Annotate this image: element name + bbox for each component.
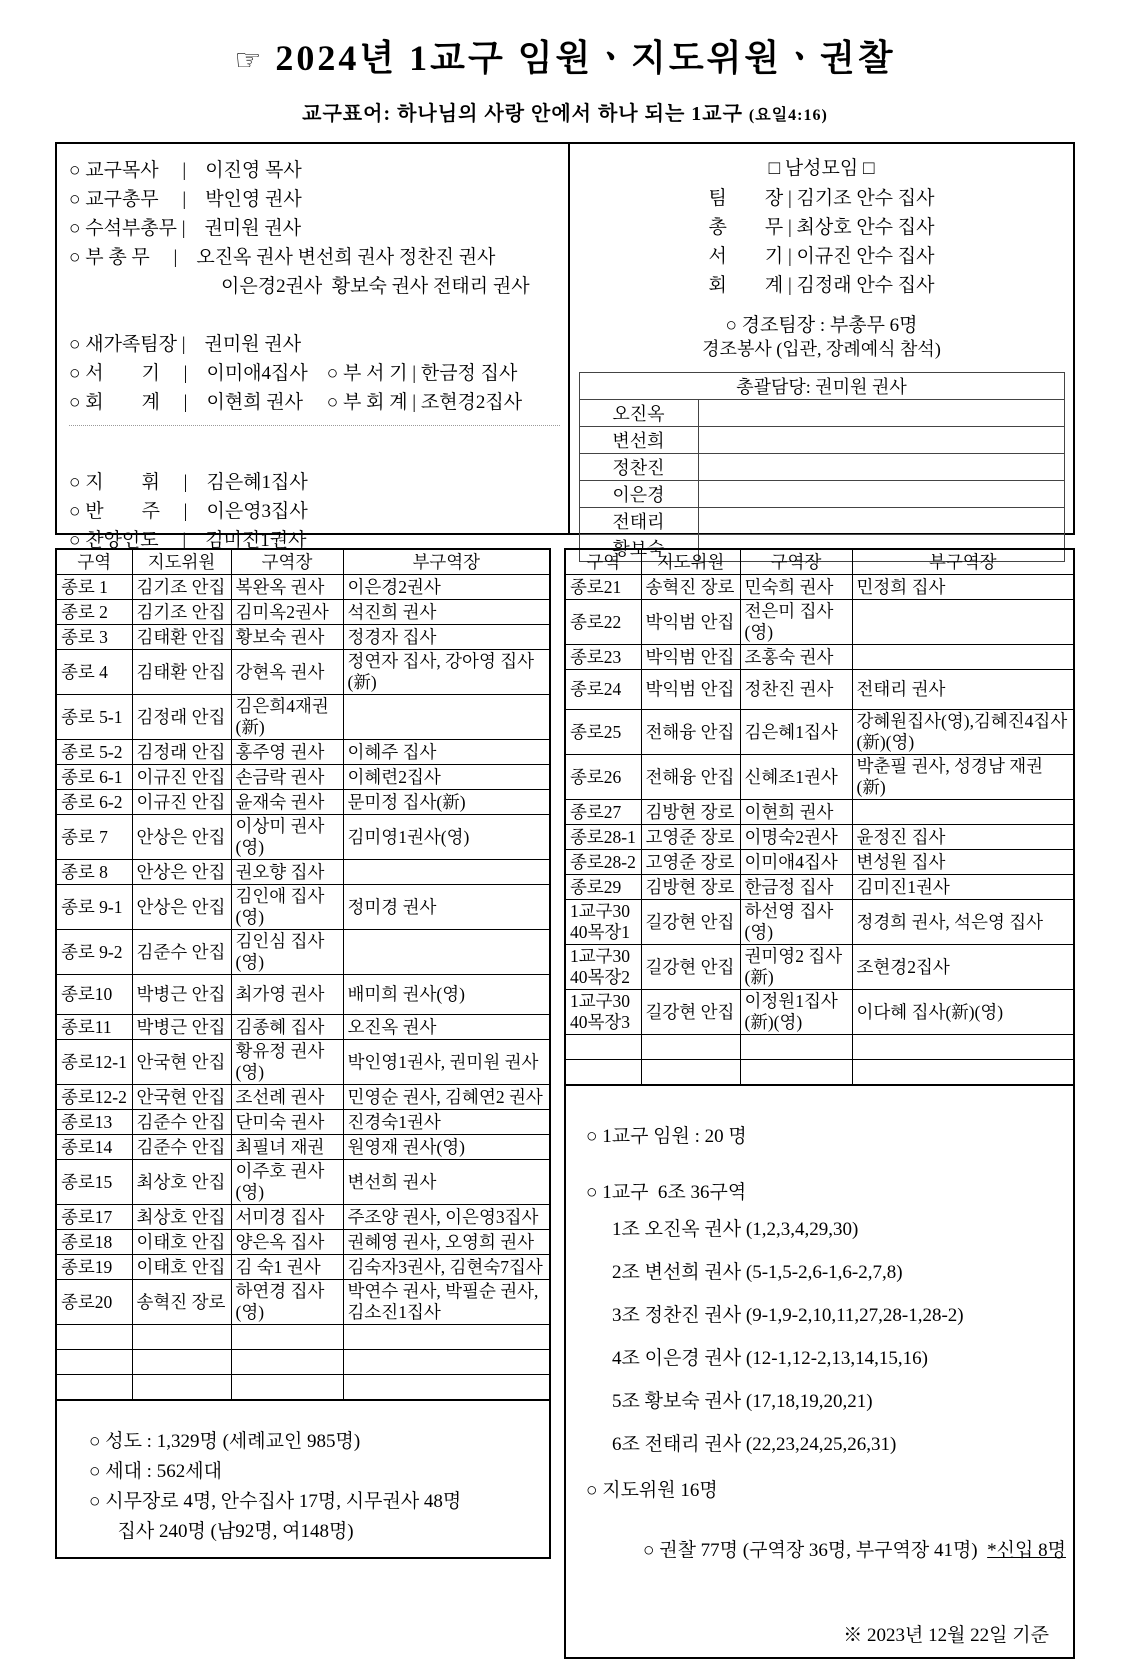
table-row xyxy=(565,900,1074,945)
group-leader-line: 5조 황보숙 권사 (17,18,19,20,21) xyxy=(612,1391,873,1412)
advisor-cell: 박익범 안집 xyxy=(641,670,740,710)
area-cell: 종로26 xyxy=(565,755,641,800)
table-row xyxy=(565,600,1074,645)
table-row xyxy=(56,815,550,860)
subleader-cell xyxy=(852,800,1074,825)
area-cell xyxy=(56,1350,132,1375)
advisor-cell: 김준수 안집 xyxy=(132,1110,231,1135)
area-cell: 종로25 xyxy=(565,710,641,755)
leader-cell: 이상미 권사(영) xyxy=(231,815,343,860)
table-row xyxy=(56,885,550,930)
area-cell: 종로 3 xyxy=(56,625,132,650)
area-cell xyxy=(56,1375,132,1401)
table-row xyxy=(56,1325,550,1350)
leader-cell: 민숙희 권사 xyxy=(740,575,852,600)
subleader-cell: 박춘필 권사, 성경남 재권(新) xyxy=(852,755,1074,800)
pointing-hand-icon: ☞ xyxy=(234,44,262,77)
table-row xyxy=(565,800,1074,825)
group-leader-line: 3조 정찬진 권사 (9-1,9-2,10,11,27,28-1,28-2) xyxy=(612,1305,964,1326)
leader-cell: 김인애 집사(영) xyxy=(231,885,343,930)
subleader-cell: 석진희 권사 xyxy=(343,600,550,625)
advisor-cell: 박익범 안집 xyxy=(641,600,740,645)
leader-cell: 이미애4집사 xyxy=(740,850,852,875)
area-cell: 종로23 xyxy=(565,645,641,670)
leader-cell: 홍주영 권사 xyxy=(231,740,343,765)
header-leader: 구역장 xyxy=(231,549,343,575)
table-row xyxy=(56,1015,550,1040)
subleader-cell: 이다혜 집사(新)(영) xyxy=(852,990,1074,1035)
subleader-cell: 이혜주 집사 xyxy=(343,740,550,765)
stat-line: 집사 240명 (남92명, 여148명) xyxy=(89,1521,354,1542)
mens-meeting-title: □ 남성모임 □ xyxy=(768,158,875,179)
leader-cell: 정찬진 권사 xyxy=(740,670,852,710)
area-cell: 종로27 xyxy=(565,800,641,825)
subleader-cell: 주조양 권사, 이은영3집사 xyxy=(343,1205,550,1230)
subleader-cell: 오진옥 권사 xyxy=(343,1015,550,1040)
advisor-cell: 김준수 안집 xyxy=(132,930,231,975)
subleader-cell: 김미진1권사 xyxy=(852,875,1074,900)
subleader-cell: 민정희 집사 xyxy=(852,575,1074,600)
district-tables-area xyxy=(55,548,1075,1646)
advisor-cell: 이규진 안집 xyxy=(132,765,231,790)
subleader-cell: 이은경2권사 xyxy=(343,575,550,600)
advisor-cell: 안상은 안집 xyxy=(132,860,231,885)
leader-cell xyxy=(231,1350,343,1375)
advisor-cell: 김기조 안집 xyxy=(132,600,231,625)
manager-name-cell: 오진옥 xyxy=(579,400,698,427)
officers-primary-list xyxy=(69,156,560,417)
area-cell: 종로 5-2 xyxy=(56,740,132,765)
subleader-cell: 강혜원집사(영),김혜진4집사(新)(영) xyxy=(852,710,1074,755)
advisor-cell: 길강현 안집 xyxy=(641,945,740,990)
leader-cell xyxy=(740,1035,852,1060)
page-title xyxy=(55,0,1075,81)
leader-cell: 전은미 집사(영) xyxy=(740,600,852,645)
header-subleader: 부구역장 xyxy=(343,549,550,575)
leader-cell: 김은혜1집사 xyxy=(740,710,852,755)
manager-row xyxy=(579,400,1064,427)
officer-line: ○ 수석부총무 | 권미원 권사 xyxy=(69,218,302,239)
group-leader-line: 1조 오진옥 권사 (1,2,3,4,29,30) xyxy=(612,1219,859,1240)
leader-cell: 김인심 집사(영) xyxy=(231,930,343,975)
subleader-cell xyxy=(343,1325,550,1350)
stat-line: ○ 세대 : 562세대 xyxy=(89,1461,222,1482)
subleader-cell xyxy=(343,1375,550,1401)
area-cell: 종로29 xyxy=(565,875,641,900)
area-cell: 종로 9-1 xyxy=(56,885,132,930)
motto-scripture-ref: (요일4:16) xyxy=(748,107,828,124)
leader-cell: 복완옥 권사 xyxy=(231,575,343,600)
advisor-cell: 전해융 안집 xyxy=(641,755,740,800)
table-row xyxy=(56,1255,550,1280)
advisor-cell: 김기조 안집 xyxy=(132,575,231,600)
membership-stats-box xyxy=(55,1399,551,1559)
stat-line: ○ 성도 : 1,329명 (세례교인 985명) xyxy=(89,1431,361,1452)
subleader-cell: 진경숙1권사 xyxy=(343,1110,550,1135)
leader-cell: 김 숙1 권사 xyxy=(231,1255,343,1280)
table-row xyxy=(565,1060,1074,1086)
table-row xyxy=(56,740,550,765)
area-cell: 종로28-1 xyxy=(565,825,641,850)
table-row xyxy=(56,695,550,740)
manager-empty-cell xyxy=(698,481,1064,508)
header-leader: 구역장 xyxy=(740,549,852,575)
subleader-cell: 원영재 권사(영) xyxy=(343,1135,550,1160)
subleader-cell xyxy=(343,930,550,975)
area-cell: 1교구3040목장1 xyxy=(565,900,641,945)
subleader-cell xyxy=(852,1060,1074,1086)
advisor-cell: 이태호 안집 xyxy=(132,1230,231,1255)
area-cell: 종로15 xyxy=(56,1160,132,1205)
area-cell: 종로18 xyxy=(56,1230,132,1255)
leader-cell: 조선례 권사 xyxy=(231,1085,343,1110)
music-officer-line: ○ 반 주 | 이은영3집사 xyxy=(69,501,308,522)
table-row xyxy=(56,1135,550,1160)
advisor-cell: 박익범 안집 xyxy=(641,645,740,670)
subleader-cell xyxy=(343,860,550,885)
area-cell: 종로 6-2 xyxy=(56,790,132,815)
leader-cell: 이명숙2권사 xyxy=(740,825,852,850)
advisor-cell: 송혁진 장로 xyxy=(132,1280,231,1325)
area-cell: 종로22 xyxy=(565,600,641,645)
advisor-cell: 김정래 안집 xyxy=(132,740,231,765)
advisor-cell: 고영준 장로 xyxy=(641,825,740,850)
district-table-right xyxy=(564,548,1075,1086)
table-row xyxy=(565,755,1074,800)
leader-cell: 조홍숙 권사 xyxy=(740,645,852,670)
advisor-cell: 송혁진 장로 xyxy=(641,575,740,600)
leader-cell: 한금정 집사 xyxy=(740,875,852,900)
gyeongjo-team-line: ○ 경조팀장 : 부총무 6명 xyxy=(725,315,918,336)
tail-counts xyxy=(586,1476,1066,1596)
right-table-header-row xyxy=(565,549,1074,575)
left-column xyxy=(55,548,551,1542)
advisor-cell: 박병근 안집 xyxy=(132,975,231,1015)
subleader-cell: 조현경2집사 xyxy=(852,945,1074,990)
subleader-cell xyxy=(343,1350,550,1375)
leader-cell: 김은희4재권(新) xyxy=(231,695,343,740)
dotted-divider xyxy=(69,425,560,426)
area-cell: 종로12-1 xyxy=(56,1040,132,1085)
manager-row xyxy=(579,481,1064,508)
table-row xyxy=(565,575,1074,600)
leader-cell: 하선영 집사(영) xyxy=(740,900,852,945)
table-row xyxy=(56,975,550,1015)
leader-cell xyxy=(231,1325,343,1350)
table-row xyxy=(56,575,550,600)
leader-cell xyxy=(740,1060,852,1086)
leader-cell: 윤재숙 권사 xyxy=(231,790,343,815)
leader-cell: 최필녀 재권 xyxy=(231,1135,343,1160)
group-leader-line: 4조 이은경 권사 (12-1,12-2,13,14,15,16) xyxy=(612,1348,928,1369)
advisor-cell xyxy=(641,1035,740,1060)
area-cell: 종로24 xyxy=(565,670,641,710)
subleader-cell: 김숙자3권사, 김현숙7집사 xyxy=(343,1255,550,1280)
subleader-cell: 변성원 집사 xyxy=(852,850,1074,875)
mens-meeting-role-line: 회 계 | 김정래 안수 집사 xyxy=(708,275,935,296)
page-title-text: 2024년 1교구 임원ㆍ지도위원ㆍ권찰 xyxy=(275,38,896,78)
subleader-cell: 권혜영 권사, 오영희 권사 xyxy=(343,1230,550,1255)
subleader-cell: 김미영1권사(영) xyxy=(343,815,550,860)
table-row xyxy=(56,930,550,975)
manager-table-body xyxy=(579,400,1064,562)
leader-cell: 김종혜 집사 xyxy=(231,1015,343,1040)
officer-line: ○ 부 총 무 | 오진옥 권사 변선희 권사 정찬진 권사 xyxy=(69,247,496,268)
leader-cell: 이현희 권사 xyxy=(740,800,852,825)
advisor-cell: 김방현 장로 xyxy=(641,800,740,825)
subleader-cell xyxy=(852,600,1074,645)
officer-line: ○ 서 기 | 이미애4집사 ○ 부 서 기 | 한금정 집사 xyxy=(69,363,518,384)
table-row xyxy=(565,1035,1074,1060)
right-table-body xyxy=(565,575,1074,1086)
table-row xyxy=(56,650,550,695)
officer-line: ○ 교구목사 | 이진영 목사 xyxy=(69,160,302,181)
officer-line: 이은경2권사 황보숙 권사 전태리 권사 xyxy=(69,276,530,297)
area-cell xyxy=(565,1035,641,1060)
header-advisor: 지도위원 xyxy=(132,549,231,575)
header-area: 구역 xyxy=(56,549,132,575)
area-cell: 종로 1 xyxy=(56,575,132,600)
subleader-cell: 정경자 집사 xyxy=(343,625,550,650)
advisor-cell: 김태환 안집 xyxy=(132,650,231,695)
subleader-cell: 이혜련2집사 xyxy=(343,765,550,790)
table-row xyxy=(565,825,1074,850)
table-row xyxy=(56,765,550,790)
table-row xyxy=(565,850,1074,875)
left-table-body xyxy=(56,575,550,1401)
table-row xyxy=(565,670,1074,710)
advisor-cell: 안국현 안집 xyxy=(132,1085,231,1110)
manager-name-cell: 황보숙 xyxy=(579,535,698,562)
manager-empty-cell xyxy=(698,454,1064,481)
group-leader-line: 6조 전태리 권사 (22,23,24,25,26,31) xyxy=(612,1434,897,1455)
advisor-cell xyxy=(132,1350,231,1375)
table-row xyxy=(56,1230,550,1255)
mens-meeting-roles xyxy=(578,184,1065,300)
district-table-left xyxy=(55,548,551,1401)
table-row xyxy=(56,1280,550,1325)
table-row xyxy=(56,790,550,815)
area-cell: 종로10 xyxy=(56,975,132,1015)
manager-table-header: 총괄담당: 권미원 권사 xyxy=(579,373,1064,400)
subleader-cell: 문미정 집사(新) xyxy=(343,790,550,815)
officers-left-pane xyxy=(57,144,570,551)
manager-name-cell: 정찬진 xyxy=(579,454,698,481)
leader-cell: 이정원1집사(新)(영) xyxy=(740,990,852,1035)
advisor-count-line: ○ 지도위원 16명 xyxy=(586,1480,718,1501)
area-cell: 종로 9-2 xyxy=(56,930,132,975)
area-cell: 종로11 xyxy=(56,1015,132,1040)
subleader-cell: 정경희 권사, 석은영 집사 xyxy=(852,900,1074,945)
leader-cell: 황유정 권사(영) xyxy=(231,1040,343,1085)
music-officer-line: ○ 찬양인도 | 김미진1권사 xyxy=(69,530,307,551)
advisor-cell: 김태환 안집 xyxy=(132,625,231,650)
header-subleader: 부구역장 xyxy=(852,549,1074,575)
manager-name-cell: 전태리 xyxy=(579,508,698,535)
area-cell xyxy=(565,1060,641,1086)
subleader-cell xyxy=(852,645,1074,670)
parish-summary-box xyxy=(564,1084,1075,1659)
kwonchal-count-line xyxy=(586,1506,1066,1596)
music-officers-list xyxy=(69,468,560,555)
mens-meeting-role-line: 총 무 | 최상호 안수 집사 xyxy=(708,217,935,238)
subleader-cell: 박인영1권사, 권미원 권사 xyxy=(343,1040,550,1085)
parish-motto xyxy=(55,97,1075,126)
subleader-cell xyxy=(852,1035,1074,1060)
advisor-cell xyxy=(641,1060,740,1086)
table-row xyxy=(565,990,1074,1035)
subleader-cell xyxy=(343,695,550,740)
manager-empty-cell xyxy=(698,400,1064,427)
table-row xyxy=(56,1040,550,1085)
leader-cell: 하연경 집사(영) xyxy=(231,1280,343,1325)
advisor-cell: 박병근 안집 xyxy=(132,1015,231,1040)
officer-line: ○ 회 계 | 이현희 권사 ○ 부 회 계 | 조현경2집사 xyxy=(69,392,523,413)
table-row xyxy=(565,875,1074,900)
advisor-cell: 전해융 안집 xyxy=(641,710,740,755)
area-cell: 종로 5-1 xyxy=(56,695,132,740)
leader-cell: 서미경 집사 xyxy=(231,1205,343,1230)
subleader-cell: 정연자 집사, 강아영 집사(新) xyxy=(343,650,550,695)
manager-name-cell: 변선희 xyxy=(579,427,698,454)
manager-row xyxy=(579,454,1064,481)
area-cell: 1교구3040목장3 xyxy=(565,990,641,1035)
subleader-cell: 정미경 권사 xyxy=(343,885,550,930)
leader-cell xyxy=(231,1375,343,1401)
officers-box xyxy=(55,142,1075,559)
advisor-cell: 안상은 안집 xyxy=(132,815,231,860)
group-leader-line: 2조 변선희 권사 (5-1,5-2,6-1,6-2,7,8) xyxy=(612,1262,903,1283)
advisor-cell: 최상호 안집 xyxy=(132,1205,231,1230)
leader-cell: 양은옥 집사 xyxy=(231,1230,343,1255)
leader-cell: 강현옥 권사 xyxy=(231,650,343,695)
table-row xyxy=(565,945,1074,990)
table-row xyxy=(56,1205,550,1230)
mens-meeting-role-line: 팀 장 | 김기조 안수 집사 xyxy=(708,188,935,209)
left-table-header-row xyxy=(56,549,550,575)
table-row xyxy=(56,860,550,885)
table-row xyxy=(565,645,1074,670)
table-row xyxy=(56,625,550,650)
area-cell: 종로 8 xyxy=(56,860,132,885)
advisor-cell: 김준수 안집 xyxy=(132,1135,231,1160)
table-row xyxy=(565,710,1074,755)
area-cell: 종로 2 xyxy=(56,600,132,625)
stat-line: ○ 시무장로 4명, 안수집사 17명, 시무권사 48명 xyxy=(89,1491,462,1512)
table-row xyxy=(56,1375,550,1401)
kwonchal-count-text: ○ 권찰 77명 (구역장 36명, 부구역장 41명) xyxy=(643,1540,988,1561)
leader-cell: 신혜조1권사 xyxy=(740,755,852,800)
advisor-cell xyxy=(132,1375,231,1401)
area-cell: 종로19 xyxy=(56,1255,132,1280)
table-row xyxy=(56,1085,550,1110)
advisor-cell: 이태호 안집 xyxy=(132,1255,231,1280)
area-cell: 종로20 xyxy=(56,1280,132,1325)
officer-line xyxy=(69,301,560,330)
area-cell: 1교구3040목장2 xyxy=(565,945,641,990)
manager-row xyxy=(579,427,1064,454)
leader-cell: 권미영2 집사(新) xyxy=(740,945,852,990)
advisor-cell: 최상호 안집 xyxy=(132,1160,231,1205)
advisor-cell: 안상은 안집 xyxy=(132,885,231,930)
area-cell: 종로21 xyxy=(565,575,641,600)
subleader-cell: 민영순 권사, 김혜연2 권사 xyxy=(343,1085,550,1110)
subleader-cell: 전태리 권사 xyxy=(852,670,1074,710)
area-cell: 종로 4 xyxy=(56,650,132,695)
motto-text: 교구표어: 하나님의 사랑 안에서 하나 되는 1교구 xyxy=(302,103,743,125)
advisor-cell: 고영준 장로 xyxy=(641,850,740,875)
subleader-cell: 박연수 권사, 박필순 권사, 김소진1집사 xyxy=(343,1280,550,1325)
group-leader-list xyxy=(586,1208,1059,1466)
area-cell: 종로 6-1 xyxy=(56,765,132,790)
subleader-cell: 배미희 권사(영) xyxy=(343,975,550,1015)
leader-cell: 권오향 집사 xyxy=(231,860,343,885)
mens-meeting-pane xyxy=(570,144,1073,559)
header-advisor: 지도위원 xyxy=(641,549,740,575)
table-row xyxy=(56,1110,550,1135)
advisor-cell xyxy=(132,1325,231,1350)
advisor-cell: 김정래 안집 xyxy=(132,695,231,740)
leader-cell: 단미숙 권사 xyxy=(231,1110,343,1135)
manager-name-cell: 이은경 xyxy=(579,481,698,508)
header-area: 구역 xyxy=(565,549,641,575)
advisor-cell: 이규진 안집 xyxy=(132,790,231,815)
manager-table-header-row xyxy=(579,373,1064,400)
gyeongjo-service-line: 경조봉사 (입관, 장례예식 참석) xyxy=(702,339,941,359)
officer-count-line: ○ 1교구 임원 : 20 명 xyxy=(586,1126,747,1147)
advisor-cell: 김방현 장로 xyxy=(641,875,740,900)
area-cell xyxy=(56,1325,132,1350)
music-officer-line: ○ 지 휘 | 김은혜1집사 xyxy=(69,472,308,493)
right-column xyxy=(564,548,1075,1646)
manager-row xyxy=(579,508,1064,535)
leader-cell: 황보숙 권사 xyxy=(231,625,343,650)
table-row xyxy=(56,600,550,625)
new-members-note: *신입 8명 xyxy=(987,1540,1066,1561)
leader-cell: 손금락 권사 xyxy=(231,765,343,790)
officer-line: ○ 교구총무 | 박인영 권사 xyxy=(69,189,302,210)
area-cell: 종로13 xyxy=(56,1110,132,1135)
advisor-cell: 길강현 안집 xyxy=(641,900,740,945)
area-cell: 종로17 xyxy=(56,1205,132,1230)
area-cell: 종로12-2 xyxy=(56,1085,132,1110)
table-row xyxy=(56,1350,550,1375)
advisor-cell: 안국현 안집 xyxy=(132,1040,231,1085)
leader-cell: 김미옥2권사 xyxy=(231,600,343,625)
leader-cell: 최가영 권사 xyxy=(231,975,343,1015)
advisor-cell: 길강현 안집 xyxy=(641,990,740,1035)
leader-cell: 이주호 권사(영) xyxy=(231,1160,343,1205)
manager-empty-cell xyxy=(698,508,1064,535)
subleader-cell: 변선희 권사 xyxy=(343,1160,550,1205)
officer-line: ○ 새가족팀장 | 권미원 권사 xyxy=(69,334,302,355)
area-cell: 종로 7 xyxy=(56,815,132,860)
table-row xyxy=(56,1160,550,1205)
area-cell: 종로14 xyxy=(56,1135,132,1160)
area-cell: 종로28-2 xyxy=(565,850,641,875)
gyeongjo-manager-table xyxy=(579,372,1065,562)
as-of-date-footnote: ※ 2023년 12월 22일 기준 xyxy=(843,1625,1049,1646)
group-structure-line: ○ 1교구 6조 36구역 xyxy=(586,1182,747,1203)
manager-empty-cell xyxy=(698,427,1064,454)
subleader-cell: 윤정진 집사 xyxy=(852,825,1074,850)
mens-meeting-role-line: 서 기 | 이규진 안수 집사 xyxy=(708,246,935,267)
